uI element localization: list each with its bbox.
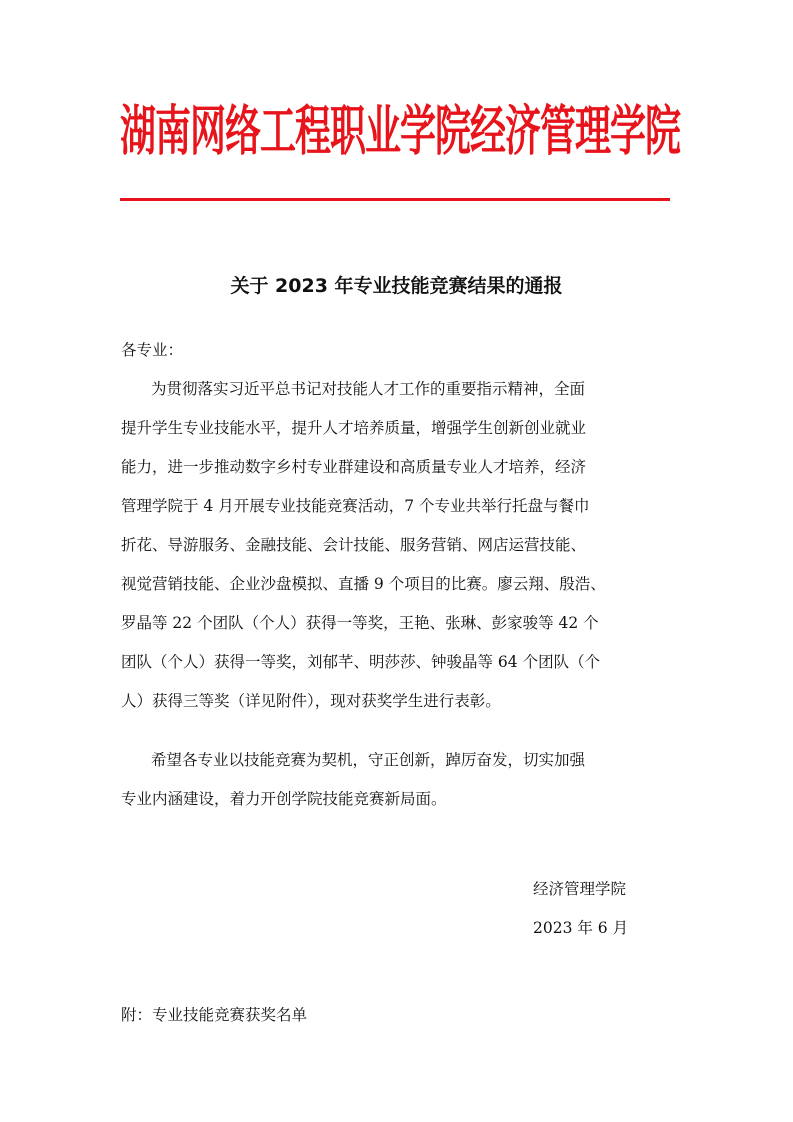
- paragraph-line: 团队（个人）获得一等奖，刘郁芊、明莎莎、钟骏晶等 64 个团队（个: [121, 653, 601, 671]
- paragraph-line: 提升学生专业技能水平，提升人才培养质量，增强学生创新创业就业: [121, 419, 587, 437]
- salutation: 各专业：: [121, 341, 184, 359]
- institution-title: 湖南网络工程职业学院经济管理学院: [120, 101, 681, 163]
- signature-date: 2023 年 6 月: [533, 919, 629, 937]
- paragraph-line: 能力，进一步推动数字乡村专业群建设和高质量专业人才培养，经济: [121, 458, 587, 476]
- document-title: 关于 2023 年专业技能竞赛结果的通报: [230, 275, 563, 297]
- paragraph-line: 希望各专业以技能竞赛为契机，守正创新，踔厉奋发，切实加强: [151, 751, 586, 769]
- paragraph-line: 视觉营销技能、企业沙盘模拟、直播 9 个项目的比赛。廖云翔、殷浩、: [121, 575, 606, 593]
- paragraph-line: 为贯彻落实习近平总书记对技能人才工作的重要指示精神，全面: [151, 380, 586, 398]
- paragraph-line: 罗晶等 22 个团队（个人）获得一等奖，王艳、张琳、彭家骏等 42 个: [121, 614, 599, 632]
- paragraph-line: 管理学院于 4 月开展专业技能竞赛活动，7 个专业共举行托盘与餐巾: [121, 497, 590, 515]
- header-divider: [120, 198, 670, 201]
- signature-organization: 经济管理学院: [533, 880, 627, 898]
- paragraph-line: 折花、导游服务、金融技能、会计技能、服务营销、网店运营技能、: [121, 536, 587, 554]
- paragraph-line: 专业内涵建设，着力开创学院技能竞赛新局面。: [121, 790, 447, 808]
- appendix-note: 附：专业技能竞赛获奖名单: [121, 1006, 308, 1024]
- paragraph-line: 人）获得三等奖（详见附件），现对获奖学生进行表彰。: [121, 692, 501, 710]
